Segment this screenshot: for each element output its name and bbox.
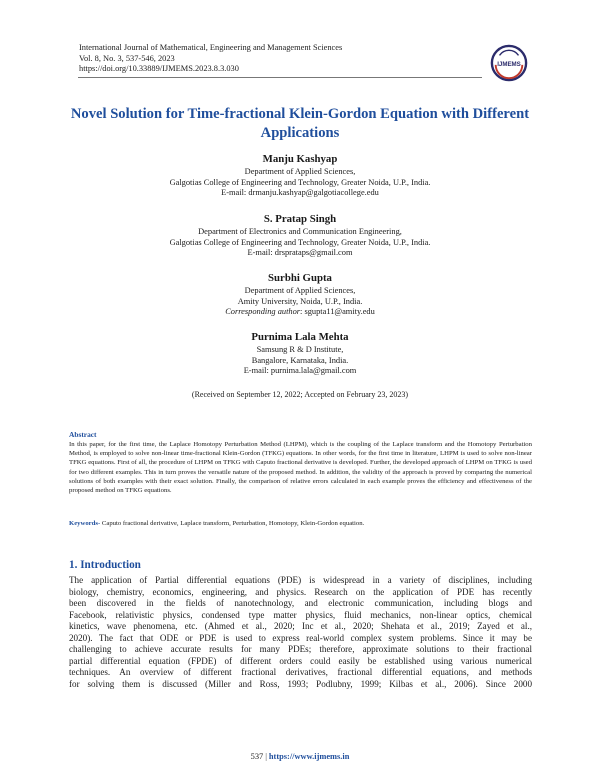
corresponding-label: Corresponding author bbox=[225, 307, 301, 317]
body-line: for solving them is discussed (Miller and Ross, 1993; Podlubny, 1999; Kilbas et al., 2006). Since 2000 bbox=[69, 678, 532, 689]
affiliation-line: Bangalore, Karnataka, India. bbox=[251, 355, 349, 365]
body-line: kinetics, wave phenomena, etc. (Ahmed et al., 2020; Inc et al., 2020; Shehata et al., 2019; Zayed et al., bbox=[69, 621, 532, 631]
journal-volume: Vol. 8, No. 3, 537-546, 2023 bbox=[79, 53, 175, 63]
body-line: been discovered in the fields of nanotechnology, and electronic communication, including blogs and bbox=[69, 598, 532, 608]
body-line: challenging to achieve accurate results for many PDEs; therefore, approximate solutions to their fractional bbox=[69, 644, 532, 654]
author-4 bbox=[70, 330, 530, 377]
keywords-label: Keywords- bbox=[69, 520, 101, 527]
email-address[interactable]: drmanju.kashyap@galgotiacollege.edu bbox=[248, 188, 379, 198]
body-line: 2020). The fact that ODE or PDE is used to express real-world complex system problems. Since it may be bbox=[69, 632, 532, 643]
email-address[interactable]: purnima.lala@gmail.com bbox=[270, 366, 357, 376]
body-line: techniques. An overview of different fractional derivatives, fractional differential equations, and methods bbox=[69, 667, 532, 677]
received-dates: (Received on September 12, 2022; Accepted on February 23, 2023) bbox=[191, 390, 409, 399]
affiliation-line: Galgotias College of Engineering and Technology, Greater Noida, U.P., India. bbox=[169, 237, 431, 247]
introduction-body bbox=[69, 575, 532, 690]
body-line: partial differential equation (FPDE) of different orders could easily be established using various numerical bbox=[69, 655, 532, 666]
abstract-text: In this paper, for the first time, the Laplace Homotopy Perturbation Method (LHPM), which is the coupling of the Laplace transform and the Homotopy Perturbation Method, is employed to solve non-linear time-fractional Klein-Gordon (TFKG) equations. In other words, for the first time in literature, LHPM is used to solve non-linear TFKG equations. First of all, the procedure of LHPM on TFKG with Caputo fractional derivative is developed. Further, the developed approach of LHPM on TFKG is used for two different examples. This in turn proves the versatile nature of the proposed method. In addition, the validity of the approach is proved by comparing the numerical solutions of both examples with their exact solution. Finally, the comparison of relative errors calculated in each example proves the efficiency and effectiveness of the proposed method on TFKG equations. bbox=[69, 441, 532, 495]
author-name: Surbhi Gupta bbox=[268, 272, 332, 284]
affiliation-line: Department of Applied Sciences, bbox=[244, 286, 356, 295]
body-line: biology, chemistry, economics, engineering, and physics. Research on the application of PDE has recently bbox=[69, 586, 532, 597]
journal-name: International Journal of Mathematical, Engineering and Management Sciences bbox=[79, 43, 343, 52]
author-name: S. Pratap Singh bbox=[263, 213, 337, 225]
affiliation-line: Galgotias College of Engineering and Technology, Greater Noida, U.P., India. bbox=[169, 177, 431, 187]
author-3 bbox=[70, 271, 530, 318]
abstract-heading: Abstract bbox=[69, 430, 97, 439]
journal-header bbox=[79, 43, 342, 75]
affiliation-line: Department of Applied Sciences, bbox=[244, 167, 356, 176]
affiliation-line: Amity University, Noida, U.P., India. bbox=[237, 296, 363, 306]
page-number: 537 bbox=[250, 752, 264, 761]
email-line bbox=[70, 248, 530, 259]
journal-doi[interactable]: https://doi.org/10.33889/IJMEMS.2023.8.3.030 bbox=[79, 64, 239, 74]
email-label: E-mail: bbox=[247, 248, 273, 258]
author-name: Purnima Lala Mehta bbox=[251, 331, 349, 343]
logo-text: IJMEMS bbox=[497, 60, 521, 68]
footer-separator: | bbox=[265, 752, 267, 761]
keywords-text: Caputo fractional derivative, Laplace transform, Perturbation, Homotopy, Klein-Gordon equation. bbox=[100, 520, 365, 527]
body-line: The application of Partial differential equations (PDE) is widespread in a variety of disciplines, including bbox=[69, 575, 532, 585]
author-2 bbox=[70, 212, 530, 259]
body-line: Facebook, relativistic physics, condensed type matter physics, fluid mechanics, non-linear optics, chemical bbox=[69, 609, 532, 620]
email-line bbox=[70, 188, 530, 199]
footer-link[interactable]: https://www.ijmems.in bbox=[268, 752, 350, 761]
email-address[interactable]: sgupta11@amity.edu bbox=[304, 307, 375, 317]
email-line bbox=[70, 366, 530, 377]
email-address[interactable]: drsprataps@gmail.com bbox=[274, 248, 353, 258]
email-line: Corresponding author: sgupta11@amity.edu bbox=[225, 307, 375, 317]
header-divider bbox=[78, 77, 482, 78]
affiliation-line: Department of Electronics and Communication Engineering, bbox=[198, 227, 402, 236]
author-1 bbox=[70, 152, 530, 199]
email-label: E-mail: bbox=[221, 188, 247, 198]
author-name: Manju Kashyap bbox=[262, 153, 338, 165]
page-footer bbox=[0, 752, 600, 761]
keywords bbox=[69, 519, 532, 528]
section-heading-introduction: 1. Introduction bbox=[69, 559, 141, 571]
paper-title: Novel Solution for Time-fractional Klein-Gordon Equation with Different Applications bbox=[70, 106, 530, 141]
affiliation-line: Samsung R & D Institute, bbox=[256, 345, 344, 354]
email-label: E-mail: bbox=[243, 366, 269, 376]
journal-logo bbox=[490, 44, 528, 82]
